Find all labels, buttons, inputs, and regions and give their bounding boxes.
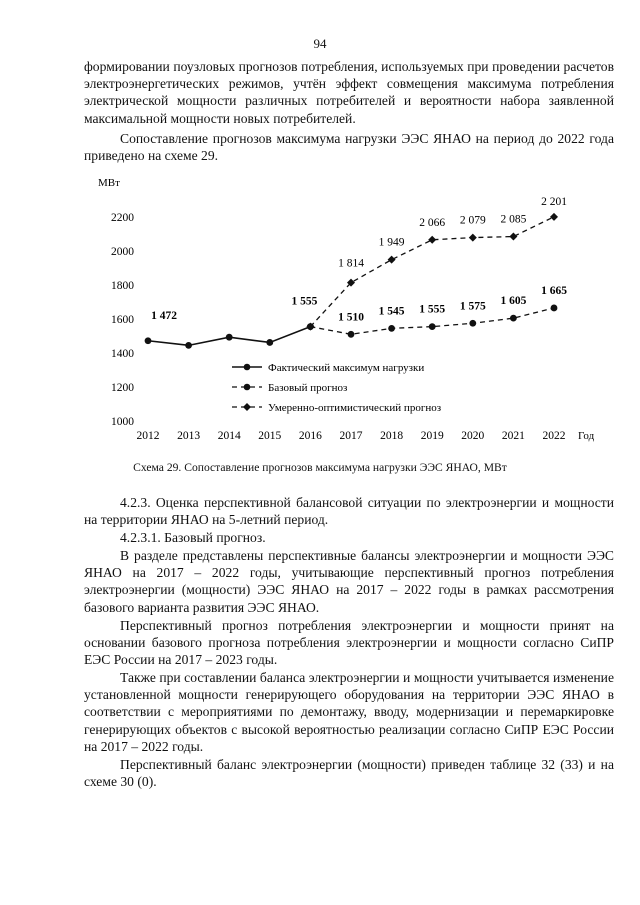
series-2-point (469, 320, 476, 327)
page-number: 94 (313, 36, 327, 51)
data-label: 2 085 (500, 213, 527, 226)
data-labels-layer (151, 196, 567, 323)
series-1-point (226, 334, 233, 341)
y-tick-label: 2000 (111, 246, 134, 258)
comparison-paragraph: Сопоставление прогнозов максимума нагрузки ЭЭС ЯНАО на период до 2022 года приведено на схеме 29. (84, 131, 614, 164)
data-label: 1 510 (338, 311, 364, 324)
y-tick-label: 1200 (111, 382, 134, 394)
paragraph-3: Также при составлении баланса электроэнергии и мощности учитывается изменение установленной мощности генерирующего оборудования на территории ЭЭС ЯНАО в соответствии с мероприятиями по демонтажу, вводу, модернизации и перемаркировке генерирующих объектов с высокой вероятностью реализации согласно СиПР ЕЭС России на 2017 – 2022 годы. (84, 670, 614, 754)
x-tick-label: 2016 (298, 430, 322, 442)
series-2-point (388, 325, 395, 332)
x-tick-label: 2020 (461, 430, 485, 442)
series-3-point (550, 213, 558, 221)
data-label: 1 575 (459, 300, 486, 313)
series-3-point (469, 234, 477, 242)
series-2-point (551, 305, 558, 312)
x-tick-label: 2012 (136, 430, 160, 442)
series-2-point (429, 323, 436, 330)
y-axis-ticks (111, 212, 134, 428)
data-label: 2 201 (541, 195, 567, 208)
y-tick-label: 1000 (111, 416, 134, 428)
x-tick-label: 2022 (542, 430, 566, 442)
series-1-point (185, 342, 192, 349)
paragraph-2: Перспективный прогноз потребления электроэнергии и мощности принят на основании базового прогноза потребления электроэнергии и мощности согласно СиПР ЕЭС России на 2017 – 2023 годы. (84, 618, 614, 668)
data-label: 1 949 (378, 236, 405, 249)
data-label: 1 545 (378, 305, 405, 318)
legend-entry-label: Умеренно-оптимистический прогноз (268, 402, 442, 414)
paragraph-1: В разделе представлены перспективные балансы электроэнергии и мощности ЭЭС ЯНАО на 2017 – 2022 годы, учитывающие перспективный прогноз потребления электроэнергии (мощности) ЭЭС ЯНАО на 2017 – 2022 годы в рамках рассмотрения базового варианта развития ЭЭС ЯНАО. (84, 548, 614, 615)
chart-caption: Схема 29. Сопоставление прогнозов максимума нагрузки ЭЭС ЯНАО, МВт (133, 461, 507, 474)
data-label: 2 066 (419, 216, 446, 229)
series-2-point (510, 315, 517, 322)
data-label: 1 472 (151, 309, 177, 322)
series-3-point (428, 236, 436, 244)
data-label: 2 079 (459, 214, 486, 227)
section-heading: 4.2.3. Оценка перспективной балансовой ситуации по электроэнергии и мощности на территории ЯНАО на 5-летний период. (84, 495, 614, 528)
x-tick-label: 2017 (339, 430, 363, 442)
chart-legend (232, 362, 441, 414)
x-axis-ticks (137, 430, 566, 442)
data-label: 1 814 (338, 257, 364, 270)
intro-paragraph: формировании поузловых прогнозов потребления, используемых при проведении расчетов электроэнергетических режимов, учтён эффект совмещения максимума потребления электрической мощности различных потребителей и вероятности набора заявленной максимальной мощности новых потребителей. (84, 59, 614, 126)
series-1-point (266, 339, 273, 346)
legend-marker (243, 403, 251, 411)
legend-entry-label: Базовый прогноз (268, 382, 348, 394)
series-2-point (348, 331, 355, 338)
data-label: 1 665 (541, 284, 567, 297)
legend-entry-label: Фактический максимум нагрузки (268, 362, 425, 374)
x-tick-label: 2019 (420, 430, 444, 442)
data-label: 1 555 (291, 295, 318, 308)
subsection-heading: 4.2.3.1. Базовый прогноз. (120, 530, 266, 545)
x-axis-unit-label: Год (578, 430, 595, 442)
y-tick-label: 1600 (111, 314, 134, 326)
y-tick-label: 2200 (111, 212, 134, 224)
series-1-point (145, 337, 152, 344)
data-label: 1 555 (419, 303, 446, 316)
x-tick-label: 2015 (258, 430, 282, 442)
paragraph-4: Перспективный баланс электроэнергии (мощности) приведен таблице 32 (33) и на схеме 30 (0). (84, 757, 614, 790)
y-axis-unit-label: МВт (98, 177, 120, 189)
forecast-chart (0, 168, 640, 458)
x-tick-label: 2018 (380, 430, 404, 442)
data-label: 1 605 (500, 295, 527, 308)
series-3-point (388, 256, 396, 264)
series-layer (145, 213, 558, 349)
series-3-point (509, 233, 517, 241)
x-tick-label: 2013 (177, 430, 201, 442)
x-tick-label: 2021 (501, 430, 525, 442)
legend-marker (244, 384, 251, 391)
y-tick-label: 1400 (111, 348, 134, 360)
y-tick-label: 1800 (111, 280, 134, 292)
x-tick-label: 2014 (217, 430, 241, 442)
legend-marker (244, 364, 251, 371)
